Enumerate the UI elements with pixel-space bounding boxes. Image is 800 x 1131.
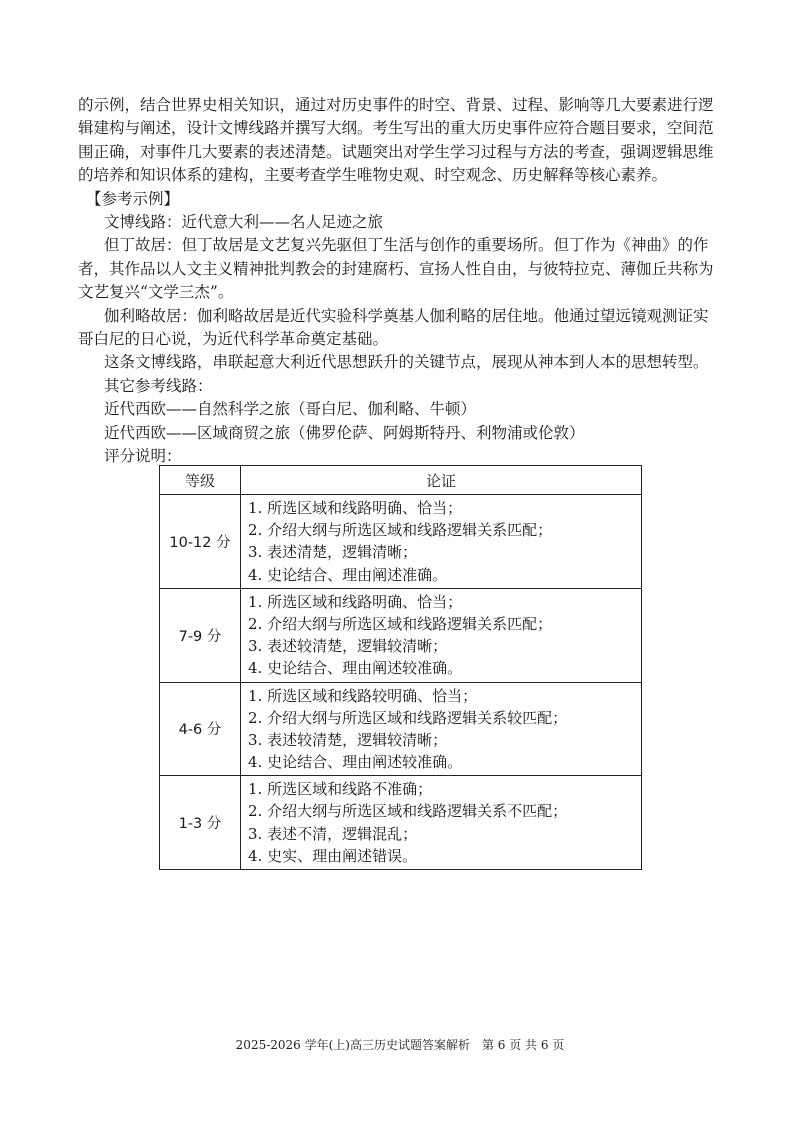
page-footer: 2025-2026 学年(上)高三历史试题答案解析 第 6 页 共 6 页 [235, 1038, 565, 1052]
criteria-item: 1. 所选区域和线路明确、恰当； [248, 592, 463, 611]
grade-header: 等级 [160, 466, 241, 495]
other-route-1: 近代西欧——自然科学之旅（哥白尼、伽利略、牛顿） [104, 400, 477, 419]
scoring-table [159, 465, 642, 870]
criteria-cell [241, 495, 642, 589]
criteria-item: 1. 所选区域和线路不准确； [248, 780, 433, 799]
intro-line-3: 围正确，对事件几大要素的表述清楚。试题突出对学生学习过程与方法的考查，强调逻辑思维 [78, 142, 714, 161]
criteria-cell [241, 588, 642, 682]
grade-cell: 1-3 分 [160, 776, 241, 870]
criteria-cell [241, 682, 642, 776]
criteria-item: 2. 介绍大纲与所选区域和线路逻辑关系匹配； [248, 614, 553, 633]
summary-line: 这条文博线路，串联起意大利近代思想跃升的关键节点，展现从神本到人本的思想转型。 [104, 353, 709, 372]
criteria-item: 4. 史论结合、理由阐述较准确。 [248, 753, 463, 772]
table-header-row [160, 466, 642, 495]
criteria-item: 4. 史论结合、理由阐述准确。 [248, 565, 448, 584]
scoring-label: 评分说明： [104, 447, 182, 466]
intro-line-4: 的培养和知识体系的建构，主要考查学生唯物史观、时空观念、历史解释等核心素养。 [78, 166, 668, 185]
intro-line-2: 辑建构与阐述，设计文博线路并撰写大纲。考生写出的重大历史事件应符合题目要求，空间范 [78, 119, 714, 138]
galileo-line-1: 伽利略故居：伽利略故居是近代实验科学奠基人伽利略的居住地。他通过望远镜观测证实 [104, 306, 709, 325]
table-row [160, 682, 642, 776]
grade-cell: 4-6 分 [160, 682, 241, 776]
grade-cell: 7-9 分 [160, 588, 241, 682]
table-row [160, 495, 642, 589]
criteria-header: 论证 [241, 466, 642, 495]
table-row [160, 588, 642, 682]
criteria-item: 3. 表述不清，逻辑混乱； [248, 824, 418, 843]
criteria-cell [241, 776, 642, 870]
criteria-item: 3. 表述清楚，逻辑清晰； [248, 543, 418, 562]
route-title: 文博线路：近代意大利——名人足迹之旅 [104, 213, 384, 232]
criteria-item: 4. 史论结合、理由阐述较准确。 [248, 659, 463, 678]
sample-heading: 【参考示例】 [86, 189, 180, 208]
grade-cell: 10-12 分 [160, 495, 241, 589]
galileo-line-2: 哥白尼的日心说，为近代科学革命奠定基础。 [78, 330, 389, 349]
criteria-item: 1. 所选区域和线路较明确、恰当； [248, 686, 478, 705]
dante-line-2: 者，其作品以人文主义精神批判教会的封建腐朽、宣扬人性自由，与彼特拉克、薄伽丘共称为 [78, 259, 714, 278]
other-routes-label: 其它参考线路： [104, 376, 213, 395]
criteria-item: 2. 介绍大纲与所选区域和线路逻辑关系匹配； [248, 521, 553, 540]
criteria-item: 3. 表述较清楚，逻辑较清晰； [248, 637, 448, 656]
other-route-2: 近代西欧——区域商贸之旅（佛罗伦萨、阿姆斯特丹、利物浦或伦敦） [104, 423, 585, 442]
table-row [160, 776, 642, 870]
criteria-item: 4. 史实、理由阐述错误。 [248, 846, 418, 865]
dante-line-1: 但丁故居：但丁故居是文艺复兴先驱但丁生活与创作的重要场所。但丁作为《神曲》的作 [104, 236, 709, 255]
criteria-item: 1. 所选区域和线路明确、恰当； [248, 499, 463, 517]
body-text [78, 94, 726, 469]
intro-line-1: 的示例，结合世界史相关知识，通过对历史事件的时空、背景、过程、影响等几大要素进行逻 [78, 96, 714, 114]
criteria-item: 2. 介绍大纲与所选区域和线路逻辑关系不匹配； [248, 802, 568, 821]
criteria-item: 2. 介绍大纲与所选区域和线路逻辑关系较匹配； [248, 708, 568, 727]
dante-line-3: 文艺复兴“文学三杰”。 [78, 283, 234, 302]
criteria-item: 3. 表述较清楚，逻辑较清晰； [248, 730, 448, 749]
